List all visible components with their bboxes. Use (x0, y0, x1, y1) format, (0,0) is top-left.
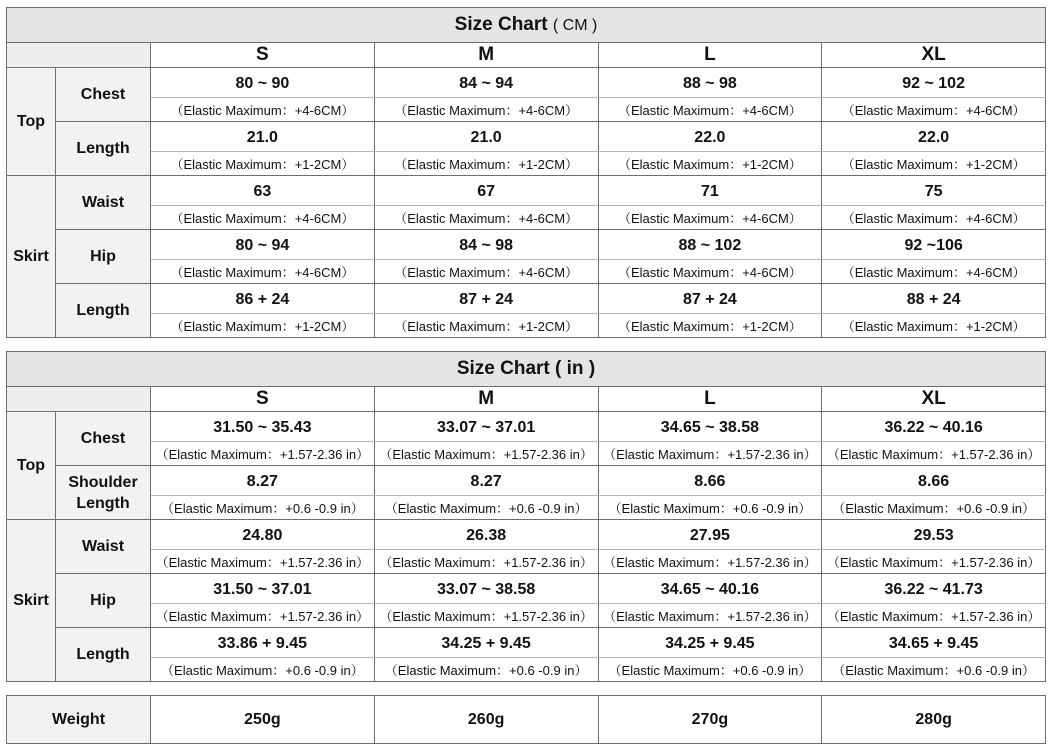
value-cell: 75 (822, 176, 1046, 206)
size-header-xl: XL (822, 43, 1046, 68)
note-cell: （Elastic Maximum：+4-6CM） (151, 206, 375, 230)
note-cell: （Elastic Maximum：+0.6 -0.9 in） (374, 496, 598, 520)
size-header-s: S (151, 43, 375, 68)
chart-title-in (7, 352, 1046, 387)
note-cell: （Elastic Maximum：+0.6 -0.9 in） (598, 496, 822, 520)
note-cell: （Elastic Maximum：+0.6 -0.9 in） (151, 496, 375, 520)
note-cell: （Elastic Maximum：+1.57-2.36 in） (151, 550, 375, 574)
value-cell: 26.38 (374, 520, 598, 550)
value-cell: 34.25 + 9.45 (598, 628, 822, 658)
value-cell: 84 ~ 94 (374, 68, 598, 98)
measure-label-chest: Chest (56, 68, 151, 122)
note-cell: （Elastic Maximum：+1-2CM） (822, 152, 1046, 176)
size-chart-in (6, 351, 1046, 682)
note-cell: （Elastic Maximum：+4-6CM） (374, 98, 598, 122)
value-cell: 71 (598, 176, 822, 206)
value-cell: 87 + 24 (374, 284, 598, 314)
value-cell: 34.65 + 9.45 (822, 628, 1046, 658)
value-cell: 88 ~ 102 (598, 230, 822, 260)
group-label-top: Top (7, 412, 56, 520)
value-cell: 31.50 ~ 35.43 (151, 412, 375, 442)
measure-label-hip: Hip (56, 574, 151, 628)
note-cell: （Elastic Maximum：+1.57-2.36 in） (374, 550, 598, 574)
note-cell: （Elastic Maximum：+4-6CM） (151, 98, 375, 122)
value-cell: 86 + 24 (151, 284, 375, 314)
header-blank (7, 43, 151, 68)
size-header-m: M (374, 387, 598, 412)
weight-label: Weight (7, 696, 151, 744)
note-cell: （Elastic Maximum：+1.57-2.36 in） (822, 604, 1046, 628)
value-cell: 88 ~ 98 (598, 68, 822, 98)
value-cell: 8.27 (151, 466, 375, 496)
value-cell: 27.95 (598, 520, 822, 550)
note-cell: （Elastic Maximum：+4-6CM） (598, 260, 822, 284)
weight-value-m: 260g (374, 696, 598, 744)
value-cell: 22.0 (822, 122, 1046, 152)
value-cell: 63 (151, 176, 375, 206)
measure-label-waist: Waist (56, 520, 151, 574)
chart-title-text: Size Chart (456, 358, 550, 379)
value-cell: 33.86 + 9.45 (151, 628, 375, 658)
value-cell: 34.25 + 9.45 (374, 628, 598, 658)
measure-label-line: Length (76, 494, 130, 512)
note-cell: （Elastic Maximum：+1.57-2.36 in） (598, 604, 822, 628)
value-cell: 80 ~ 94 (151, 230, 375, 260)
note-cell: （Elastic Maximum：+1.57-2.36 in） (151, 604, 375, 628)
note-cell: （Elastic Maximum：+1.57-2.36 in） (374, 442, 598, 466)
size-chart-cm (6, 7, 1046, 338)
measure-label-skirt-length: Length (56, 628, 151, 682)
measure-label-skirt-length: Length (56, 284, 151, 338)
note-cell: （Elastic Maximum：+1-2CM） (822, 314, 1046, 338)
value-cell: 92 ~106 (822, 230, 1046, 260)
weight-table (6, 695, 1046, 744)
value-cell: 36.22 ~ 40.16 (822, 412, 1046, 442)
note-cell: （Elastic Maximum：+4-6CM） (374, 206, 598, 230)
value-cell: 24.80 (151, 520, 375, 550)
note-cell: （Elastic Maximum：+0.6 -0.9 in） (374, 658, 598, 682)
weight-value-s: 250g (151, 696, 375, 744)
value-cell: 84 ~ 98 (374, 230, 598, 260)
chart-unit-text: ( in ) (555, 358, 596, 379)
note-cell: （Elastic Maximum：+1-2CM） (374, 152, 598, 176)
group-label-top: Top (7, 68, 56, 176)
value-cell: 31.50 ~ 37.01 (151, 574, 375, 604)
size-header-l: L (598, 43, 822, 68)
note-cell: （Elastic Maximum：+1-2CM） (151, 152, 375, 176)
note-cell: （Elastic Maximum：+0.6 -0.9 in） (822, 496, 1046, 520)
group-label-skirt: Skirt (7, 176, 56, 338)
value-cell: 21.0 (374, 122, 598, 152)
note-cell: （Elastic Maximum：+4-6CM） (598, 206, 822, 230)
value-cell: 36.22 ~ 41.73 (822, 574, 1046, 604)
chart-title-cm (7, 8, 1046, 43)
value-cell: 34.65 ~ 40.16 (598, 574, 822, 604)
note-cell: （Elastic Maximum：+0.6 -0.9 in） (822, 658, 1046, 682)
value-cell: 34.65 ~ 38.58 (598, 412, 822, 442)
note-cell: （Elastic Maximum：+1.57-2.36 in） (598, 550, 822, 574)
note-cell: （Elastic Maximum：+4-6CM） (151, 260, 375, 284)
note-cell: （Elastic Maximum：+4-6CM） (822, 98, 1046, 122)
size-header-xl: XL (822, 387, 1046, 412)
value-cell: 33.07 ~ 37.01 (374, 412, 598, 442)
value-cell: 67 (374, 176, 598, 206)
value-cell: 8.66 (598, 466, 822, 496)
measure-label-top-length: Length (56, 122, 151, 176)
note-cell: （Elastic Maximum：+4-6CM） (822, 206, 1046, 230)
measure-label-shoulder-length (56, 466, 151, 520)
note-cell: （Elastic Maximum：+1-2CM） (151, 314, 375, 338)
header-blank (7, 387, 151, 412)
value-cell: 87 + 24 (598, 284, 822, 314)
measure-label-chest: Chest (56, 412, 151, 466)
value-cell: 29.53 (822, 520, 1046, 550)
note-cell: （Elastic Maximum：+1.57-2.36 in） (822, 442, 1046, 466)
measure-label-waist: Waist (56, 176, 151, 230)
value-cell: 80 ~ 90 (151, 68, 375, 98)
value-cell: 8.27 (374, 466, 598, 496)
note-cell: （Elastic Maximum：+0.6 -0.9 in） (598, 658, 822, 682)
value-cell: 22.0 (598, 122, 822, 152)
measure-label-hip: Hip (56, 230, 151, 284)
weight-value-l: 270g (598, 696, 822, 744)
weight-value-xl: 280g (822, 696, 1046, 744)
value-cell: 33.07 ~ 38.58 (374, 574, 598, 604)
size-header-l: L (598, 387, 822, 412)
group-label-skirt: Skirt (7, 520, 56, 682)
note-cell: （Elastic Maximum：+1-2CM） (598, 314, 822, 338)
value-cell: 92 ~ 102 (822, 68, 1046, 98)
chart-title-text: Size Chart (454, 14, 548, 35)
value-cell: 8.66 (822, 466, 1046, 496)
measure-label-line: Shoulder (68, 473, 138, 491)
size-header-s: S (151, 387, 375, 412)
note-cell: （Elastic Maximum：+1-2CM） (598, 152, 822, 176)
note-cell: （Elastic Maximum：+1.57-2.36 in） (374, 604, 598, 628)
note-cell: （Elastic Maximum：+1.57-2.36 in） (822, 550, 1046, 574)
note-cell: （Elastic Maximum：+4-6CM） (822, 260, 1046, 284)
note-cell: （Elastic Maximum：+0.6 -0.9 in） (151, 658, 375, 682)
value-cell: 21.0 (151, 122, 375, 152)
note-cell: （Elastic Maximum：+4-6CM） (374, 260, 598, 284)
note-cell: （Elastic Maximum：+1-2CM） (374, 314, 598, 338)
value-cell: 88 + 24 (822, 284, 1046, 314)
chart-unit-text: ( CM ) (552, 17, 598, 34)
note-cell: （Elastic Maximum：+4-6CM） (598, 98, 822, 122)
note-cell: （Elastic Maximum：+1.57-2.36 in） (151, 442, 375, 466)
size-header-m: M (374, 43, 598, 68)
note-cell: （Elastic Maximum：+1.57-2.36 in） (598, 442, 822, 466)
